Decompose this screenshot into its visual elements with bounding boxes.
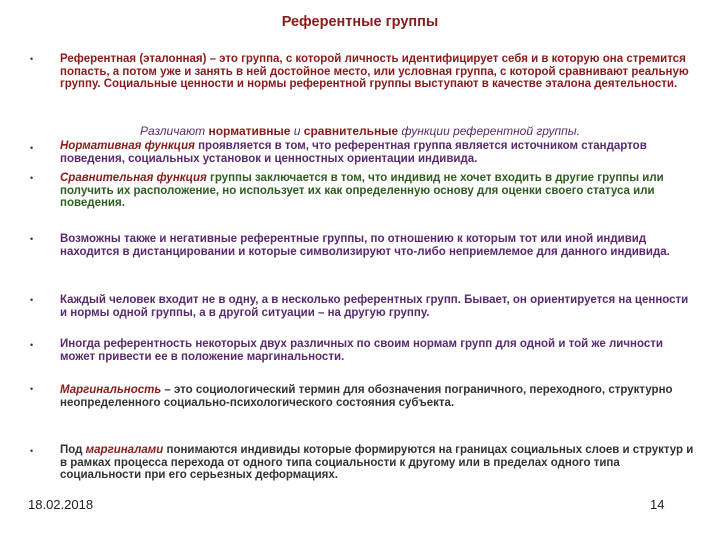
marginals-text: понимаются индивиды которые формируются на границах социальных слоев и структур и в рамках процесса перехода от одного типа социальности к другому или в пределах одного типа социальности при его серьезных деформациях.	[60, 444, 694, 481]
functions-comparative: сравнительные	[303, 124, 399, 138]
bullet: •	[30, 295, 34, 305]
bullet: •	[30, 173, 34, 183]
functions-normative: нормативные	[208, 124, 291, 138]
term-comparative: Сравнительная функция	[60, 172, 207, 184]
functions-intro-c: и	[290, 124, 304, 138]
paragraph-normative	[60, 140, 695, 165]
bullet: •	[30, 384, 34, 394]
comparative-text: группы заключается в том, что индивид не хочет входить в другие группы или получить их расположение, но использует их как определенную основу для оценки своего статуса или поведения.	[60, 172, 664, 209]
term-marginals: маргиналами	[85, 444, 164, 456]
paragraph-negative: Возможны также и негативные референтные группы, по отношению к которым тот или иной индивид находится в дистанцировании и которые символизируют что-либо неприемлемое для данного индивида.	[60, 233, 670, 258]
slide-date: 18.02.2018	[28, 497, 94, 512]
bullet: •	[30, 340, 34, 350]
paragraph-comparative	[60, 172, 695, 210]
functions-intro	[0, 124, 720, 138]
bullet: •	[30, 54, 34, 64]
marginality-text: – это социологический термин для обозначения пограничного, переходного, структурно неопределенного социально-психологического состояния субъекта.	[60, 384, 673, 409]
bullet: •	[30, 234, 34, 244]
page-number: 14	[650, 497, 665, 512]
functions-intro-a: Различают	[140, 124, 209, 138]
marginals-a: Под	[60, 444, 86, 456]
paragraph-several-groups: Каждый человек входит не в одну, а в несколько референтных групп. Бывает, он ориентируется на ценности и нормы одной группы, а в другой ситуации – на другую группу.	[60, 294, 689, 319]
bullet: •	[30, 143, 34, 153]
paragraph-definition: Референтная (эталонная) – это группа, с которой личность идентифицирует себя и в которую она стремится попасть, а потом уже и занять в ней достойное место, или условная группа, с которой сравнивают реальную группу. Социальные ценности и нормы референтной группы выступают в качестве эталона деятельности.	[60, 53, 689, 90]
paragraph-marginals	[60, 444, 695, 482]
bullet: •	[30, 446, 34, 456]
paragraph-marginality-risk: Иногда референтность некоторых двух различных по своим нормам групп для одной и той же личности может привести ее в положение маргинальности.	[60, 338, 663, 363]
slide-title: Референтные группы	[281, 14, 439, 30]
term-marginality: Маргинальность	[60, 384, 162, 396]
functions-intro-e: функции референтной группы.	[398, 124, 580, 138]
normative-text: проявляется в том, что референтная группа является источником стандартов поведения, социальных установок и ценностных ориентации индивида.	[60, 140, 647, 165]
paragraph-marginality	[60, 384, 695, 409]
term-normative: Нормативная функция	[60, 140, 195, 152]
